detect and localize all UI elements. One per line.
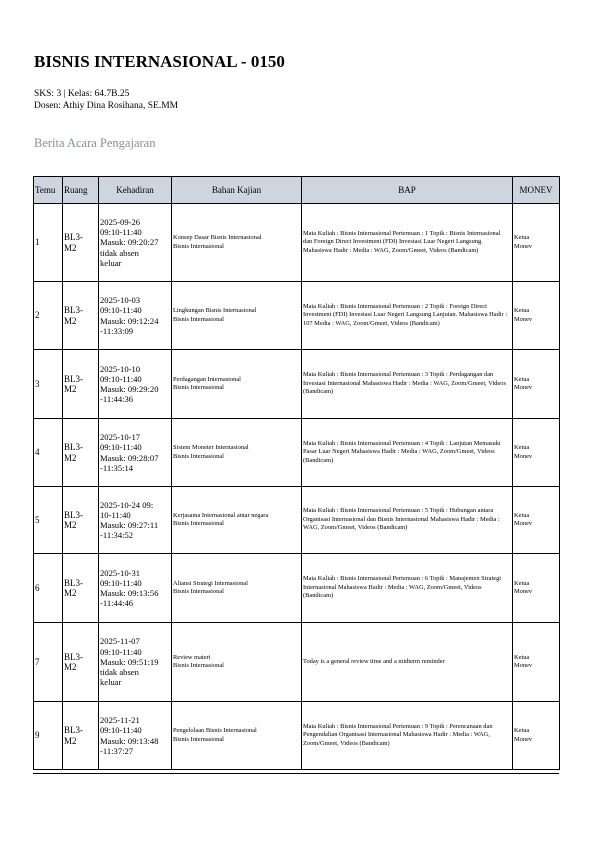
table-row [34,623,560,702]
cell-ruang: BL3- M2 [63,350,99,419]
table-row [34,554,560,623]
cell-kehadiran: 2025-10-31 09:10-11:40 Masuk: 09:13:56 -11:44:46 [99,554,172,623]
page-bottom-rule [33,773,559,774]
table-row [34,419,560,487]
cell-bap: Today is a general review time and a midterm reminder [302,623,513,702]
cell-kehadiran: 2025-10-03 09:10-11:40 Masuk: 09:12:24 -11:33:09 [99,282,172,350]
cell-kehadiran: 2025-10-24 09: 10-11:40 Masuk: 09:27:11 -11:34:52 [99,487,172,554]
header-temu: Temu [34,177,63,204]
header-bahan-kajian: Bahan Kajian [172,177,302,204]
course-credits-class: SKS: 3 | Kelas: 64.7B.25 [34,89,130,99]
header-monev: MONEV [513,177,560,204]
header-bap: BAP [302,177,513,204]
cell-temu: 1 [34,204,63,282]
cell-temu: 6 [34,554,63,623]
cell-monev: Ketua Monev [513,350,560,419]
cell-temu: 4 [34,419,63,487]
cell-bahan-kajian: Konsep Dasar Bisnis Internasional Bisnis Internasional [172,204,302,282]
cell-ruang: BL3- M2 [63,419,99,487]
section-title: Berita Acara Pengajaran [34,136,156,150]
cell-ruang: BL3- M2 [63,554,99,623]
cell-temu: 7 [34,623,63,702]
cell-bahan-kajian: Sistem Moneter Internasional Bisnis Internasional [172,419,302,487]
table-row [34,350,560,419]
cell-bap: Mata Kuliah : Bisnis Internasional Pertemuan : 3 Topik : Perdagangan dan Investasi Internasional Mahasiswa Hadir : Media : WAG, Zoom/Gmeet, Videos (Bandicam) [302,350,513,419]
page-title: BISNIS INTERNASIONAL - 0150 [34,52,285,71]
table-row [34,487,560,554]
cell-ruang: BL3- M2 [63,702,99,770]
cell-temu: 2 [34,282,63,350]
cell-kehadiran: 2025-11-21 09:10-11:40 Masuk: 09:13:48 -11:37:27 [99,702,172,770]
cell-bap: Mata Kuliah : Bisnis Internasional Pertemuan : 1 Topik : Bisnis Internasional dan Foreign Direct Investment (FDI) Investasi Luar Negeri Langsung. Mahasiswa Hadir : Media : WAG, Zoom/Gmeet, Videos (Bandicam) [302,204,513,282]
bap-table [33,176,560,770]
cell-bap: Mata Kuliah : Bisnis Internasional Pertemuan : 2 Topik : Foreign Direct Investment (FDI) Investasi Luar Negeri Langsung Lanjutan. Mahasiswa Hadir : 107 Media : WAG, Zoom/Gmeet, Videos (Bandicam) [302,282,513,350]
table-row [34,702,560,770]
cell-temu: 5 [34,487,63,554]
cell-bahan-kajian: Pengelolaan Bisnis Internasional Bisnis Internasional [172,702,302,770]
cell-bahan-kajian: Perdagangan Internasional Bisnis Internasional [172,350,302,419]
cell-kehadiran: 2025-10-17 09:10-11:40 Masuk: 09:28:07 -11:35:14 [99,419,172,487]
cell-ruang: BL3- M2 [63,623,99,702]
cell-bap: Mata Kuliah : Bisnis Internasional Pertemuan : 6 Topik : Manajemen Strategi Internasional Mahasiswa Hadir : Media : WAG, Zoom/Gmeet, Videos (Bandicam) [302,554,513,623]
table-row [34,282,560,350]
cell-monev: Ketua Monev [513,204,560,282]
cell-monev: Ketua Monev [513,554,560,623]
cell-temu: 9 [34,702,63,770]
cell-bap: Mata Kuliah : Bisnis Internasional Pertemuan : 5 Topik : Hubungan antara Organisasi Internasional dan Bisnis Internasional Mahasiswa Hadir : Media : WAG, Zoom/Gmeet, Videos (Bandicam) [302,487,513,554]
table-header-row [34,177,560,204]
cell-bahan-kajian: Kerjasama Internasional antar negara Bisnis Internasional [172,487,302,554]
cell-monev: Ketua Monev [513,623,560,702]
cell-monev: Ketua Monev [513,702,560,770]
header-ruang: Ruang [63,177,99,204]
cell-ruang: BL3- M2 [63,204,99,282]
table-row [34,204,560,282]
cell-kehadiran: 2025-11-07 09:10-11:40 Masuk: 09:51:19 tidak absen keluar [99,623,172,702]
cell-bahan-kajian: Review materi Bisnis Internasional [172,623,302,702]
header-kehadiran: Kehadiran [99,177,172,204]
cell-bahan-kajian: Lingkungan Bisnis Internasional Bisnis Internasional [172,282,302,350]
cell-bap: Mata Kuliah : Bisnis Internasional Pertemuan : 9 Topik : Perencanaan dan Pengendalian Organisasi Internasional Mahasiswa Hadir : Media : WAG, Zoom/Gmeet, Videos (Bandicam) [302,702,513,770]
cell-temu: 3 [34,350,63,419]
lecturer-name: Dosen: Athiy Dina Rosihana, SE.MM [34,101,179,111]
cell-monev: Ketua Monev [513,487,560,554]
cell-kehadiran: 2025-09-26 09:10-11:40 Masuk: 09:20:27 tidak absen keluar [99,204,172,282]
cell-bap: Mata Kuliah : Bisnis Internasional Pertemuan : 4 Topik : Lanjutan Memasuki Pasar Luar Negeri Mahasiswa Hadir : Media : WAG, Zoom/Gmeet, Videos (Bandicam) [302,419,513,487]
cell-kehadiran: 2025-10-10 09:10-11:40 Masuk: 09:29:20 -11:44:36 [99,350,172,419]
cell-monev: Ketua Monev [513,282,560,350]
cell-ruang: BL3- M2 [63,282,99,350]
cell-ruang: BL3- M2 [63,487,99,554]
cell-monev: Ketua Monev [513,419,560,487]
cell-bahan-kajian: Aliansi Strategi Internasional Bisnis Internasional [172,554,302,623]
